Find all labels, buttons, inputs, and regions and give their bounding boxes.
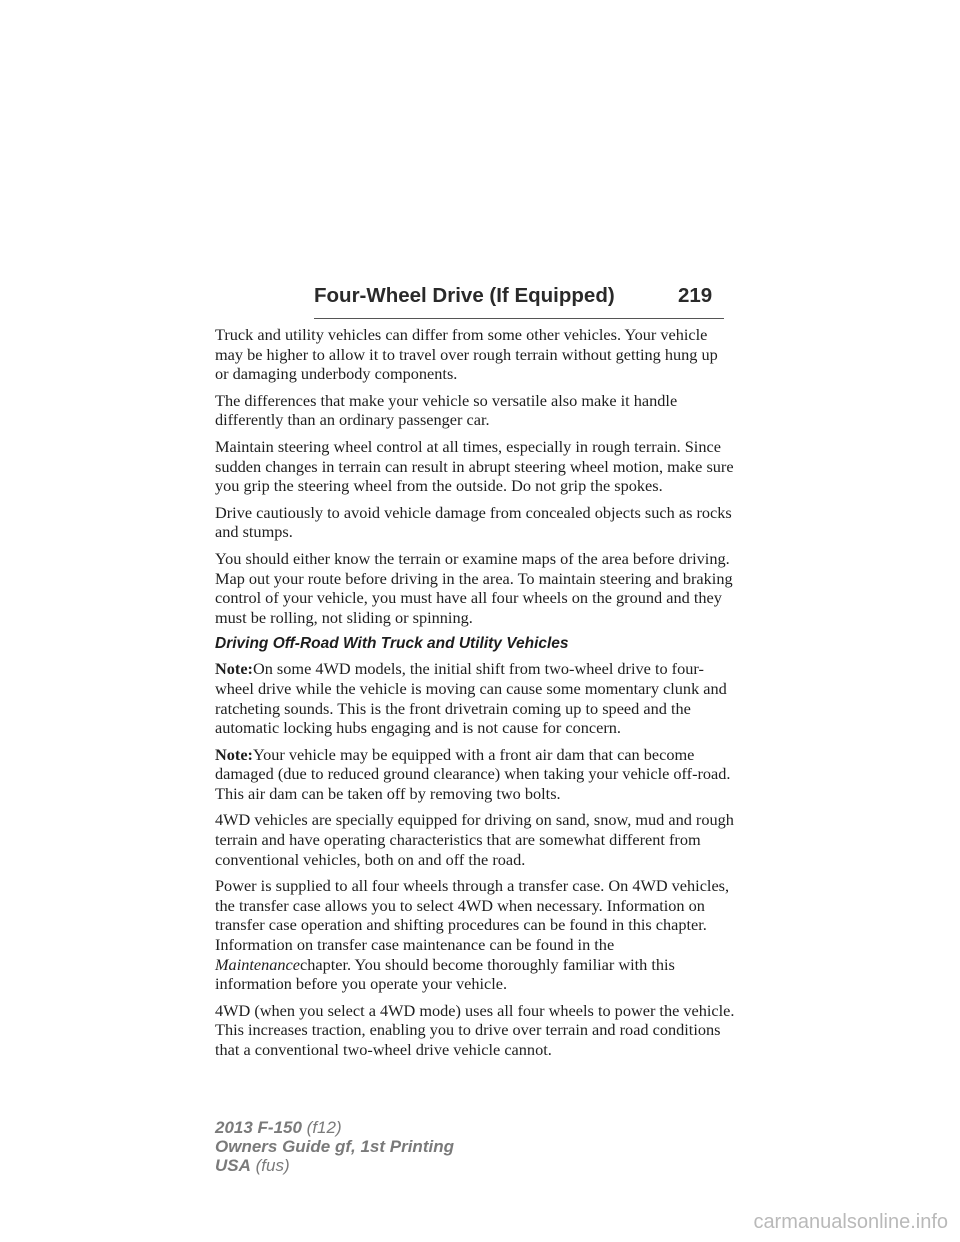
paragraph-4wd-traction: 4WD (when you select a 4WD mode) uses all four wheels to power the vehicle. This increases traction, enabling you to drive over terrain and road conditions that a conventional two-wheel drive vehicle cannot.: [215, 1000, 735, 1059]
section-title: Four-Wheel Drive (If Equipped): [314, 284, 615, 307]
note-label: Note:: [215, 659, 253, 679]
note-text: Your vehicle may be equipped with a front air dam that can become damaged (due to reduced ground clearance) when taking your vehicle off-road. This air dam can be taken off by removing two bolts.: [215, 744, 731, 803]
paragraph-transfer-case: [215, 876, 735, 994]
page-header: [314, 284, 724, 319]
footer-printing-line: Owners Guide gf, 1st Printing: [215, 1137, 454, 1156]
footer-market-line: [215, 1156, 454, 1175]
transfer-case-text-2: chapter. You should become thoroughly familiar with this information before you operate your vehicle.: [215, 954, 675, 994]
footer-model: 2013 F-150: [215, 1118, 302, 1137]
note-text: On some 4WD models, the initial shift from two-wheel drive to four-wheel drive while the vehicle is moving can cause some momentary clunk and ratcheting sounds. This is the front drivetrain coming up to speed and the automatic locking hubs engaging and is not cause for concern.: [215, 659, 727, 738]
paragraph-4wd-equipped: 4WD vehicles are specially equipped for driving on sand, snow, mud and rough terrain and have operating characteristics that are somewhat different from conventional vehicles, both on and off the road.: [215, 810, 734, 869]
site-watermark: carmanualsonline.info: [753, 1211, 948, 1233]
paragraph-versatility: The differences that make your vehicle so versatile also make it handle differently than an ordinary passenger car.: [215, 390, 678, 430]
subsection-heading: Driving Off-Road With Truck and Utility Vehicles: [215, 635, 569, 653]
print-footer: [215, 1118, 454, 1175]
note-air-dam: [215, 745, 735, 804]
footer-model-code: (f12): [301, 1118, 342, 1137]
maintenance-chapter-reference: Maintenance: [215, 954, 300, 974]
paragraph-drive-cautiously: Drive cautiously to avoid vehicle damage from concealed objects such as rocks and stumps.: [215, 502, 732, 542]
manual-body: [215, 325, 735, 1067]
page-number: 219: [678, 284, 713, 307]
footer-market: USA: [215, 1156, 251, 1175]
paragraph-steering-control: Maintain steering wheel control at all times, especially in rough terrain. Since sudden changes in terrain can result in abrupt steering wheel motion, make sure you grip the steering wheel from the outside. Do not grip the spokes.: [215, 436, 734, 496]
note-label: Note:: [215, 744, 253, 764]
footer-market-code: (fus): [250, 1156, 290, 1175]
paragraph-vehicle-differences: Truck and utility vehicles can differ from some other vehicles. Your vehicle may be higher to allow it to travel over rough terrain without getting hung up or damaging underbody components.: [215, 325, 718, 384]
footer-model-line: [215, 1118, 454, 1137]
paragraph-know-terrain: You should either know the terrain or examine maps of the area before driving. Map out your route before driving in the area. To maintain steering and braking control of your vehicle, you must have all four wheels on the ground and they must be rolling, not sliding or spinning.: [215, 548, 733, 627]
note-4wd-shift: [215, 659, 735, 737]
transfer-case-text-1: Power is supplied to all four wheels through a transfer case. On 4WD vehicles, the transfer case allows you to select 4WD when necessary. Information on transfer case operation and shifting procedures can be found in this chapter. Information on transfer case maintenance can be found in the: [215, 876, 730, 955]
